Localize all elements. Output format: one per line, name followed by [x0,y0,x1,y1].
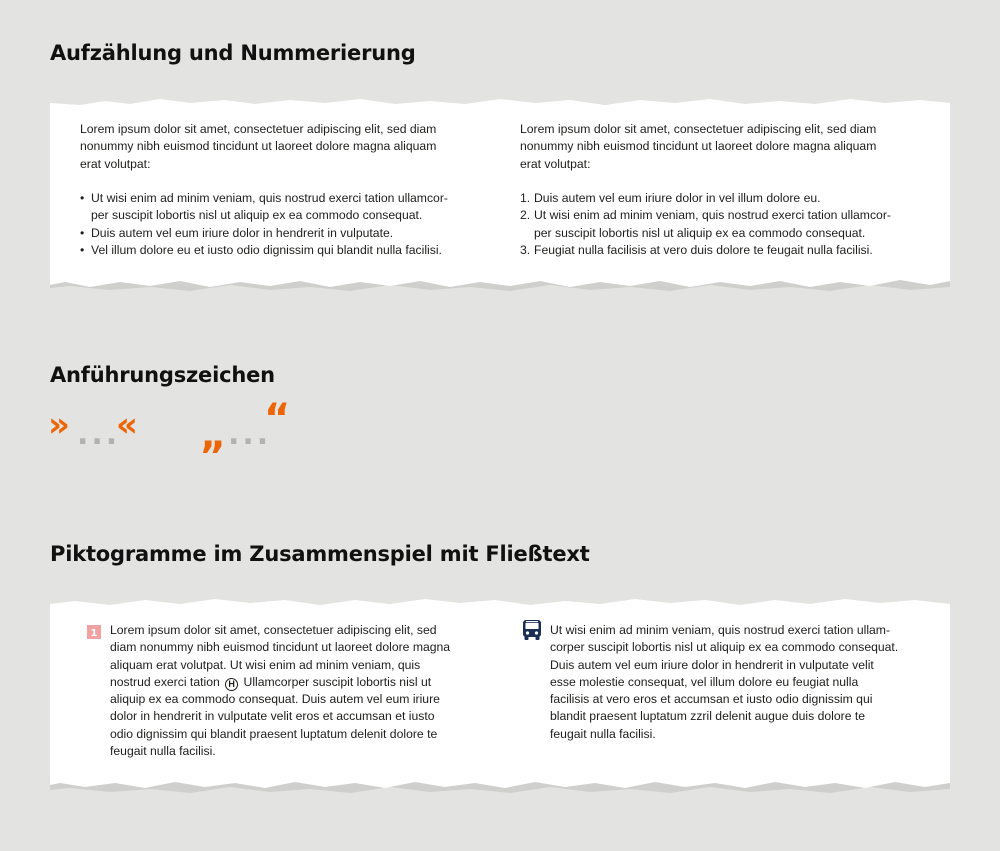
bullet-list-column [80,121,460,259]
german-open-quote-mark: „ [200,412,227,458]
badge-number: 1 [90,628,98,639]
numbered-list-item [520,242,900,259]
numbered-intro-text: Lorem ipsum dolor sit amet, consectetuer adipiscing elit, sed diam nonummy nibh euismod tincidunt ut laoreet dolore magna aliquam erat volutpat: [520,122,877,171]
bullet-marker: • [80,225,85,240]
line-number-badge-icon [87,625,101,644]
numbered-item-text: Duis autem vel eum iriure dolor in vel illum dolore eu. [534,191,821,206]
guillemet-close-mark: « [116,405,138,445]
bullet-marker: • [80,243,85,258]
number-marker: 3. [520,243,531,258]
ellipsis-dots: ... [77,417,121,452]
numbered-list-column [520,121,900,259]
bullet-intro-text: Lorem ipsum dolor sit amet, consectetuer adipiscing elit, sed diam nonummy nibh euismod tincidunt ut laoreet dolore magna aliquam erat volutpat: [80,122,437,171]
section-title-lists: Aufzählung und Nummerierung [50,41,416,65]
guillemet-open-mark: » [48,405,70,445]
paper-card-lists [50,97,950,293]
german-close-quote-mark: “ [264,396,291,442]
bullet-list-item [80,225,460,242]
bullet-list-item [80,242,460,259]
numbered-item-text: Ut wisi enim ad minim veniam, quis nostrud exerci tation ullamcorper suscipit lobortis nisl ut aliquip ex ea commodo consequat. [534,208,891,240]
bullet-item-text: Duis autem vel eum iriure dolor in hendrerit in vulputate. [91,225,394,240]
pictogram-text-right [550,622,900,743]
pictogram-text-left [110,622,455,760]
number-marker: 2. [520,208,531,223]
numbered-list-item [520,190,900,207]
ellipsis-dots: ... [228,417,272,452]
bullet-item-text: Ut wisi enim ad minim veniam, quis nostrud exerci tation ullamcorper suscipit lobortis nisl ut aliquip ex ea commodo consequat. [91,191,448,223]
bullet-marker: • [80,191,85,206]
bullet-list [80,190,460,259]
numbered-item-text: Feugiat nulla facilisis at vero duis dolore te feugait nulla facilisi. [534,243,873,258]
paper-card-pictograms [50,597,950,795]
bullet-item-text: Vel illum dolore eu et iusto odio dignissim qui blandit nulla facilisi. [91,243,442,258]
number-marker: 1. [520,191,531,206]
bus-stop-h-icon: H [225,678,238,691]
section-title-pictograms: Piktogramme im Zusammenspiel mit Fließtext [50,542,590,566]
bus-icon [521,619,543,646]
numbered-list-item [520,207,900,242]
bullet-list-item [80,190,460,225]
paragraph-text-part: Ullamcorper suscipit lobortis nisl ut aliquip ex ea commodo consequat. Duis autem vel eum iriure dolor in hendrerit in vulputate velit eros et accumsan et iusto odio dignissim qui blandit praesent luptatum delenit dolore te feugait nulla facilisi. [110,674,440,759]
paragraph-text-part: Lorem ipsum dolor sit amet, consectetuer adipiscing elit, sed diam nonummy nibh euismod tincidunt ut laoreet dolore magna aliquam erat volutpat. Ut wisi enim ad minim veniam, quis nostrud exerci tation [110,623,451,689]
numbered-list [520,190,900,259]
section-title-quotes: Anführungszeichen [50,363,275,387]
pictogram-paragraph-right: Ut wisi enim ad minim veniam, quis nostrud exerci tation ullamcorper suscipit lobortis nisl ut aliquip ex ea commodo consequat. Duis autem vel eum iriure dolor in hendrerit in vulputate velit esse molestie consequat, vel illum dolore eu feugiat nulla facilisis at vero eros et accumsan et iusto odio dignissim qui blandit praesent luptatum zzril delenit augue duis dolore te feugait nulla facilisi. [550,623,899,741]
pictogram-paragraph-left [110,622,455,760]
